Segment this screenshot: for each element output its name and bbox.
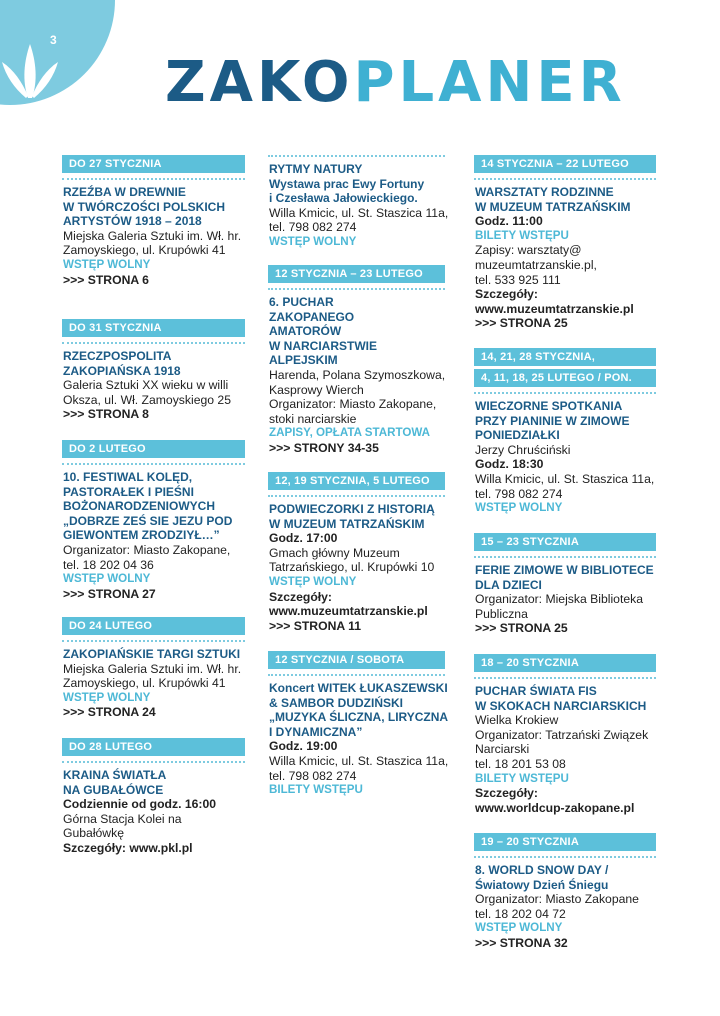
event-detail-line: Oksza, ul. Wł. Zamoyskiego 25	[63, 392, 231, 407]
event-detail-line: Organizator: Miasto Zakopane,	[63, 542, 231, 557]
event-title-line: Wystawa prac Ewy Fortuny	[269, 176, 425, 191]
event-entry	[63, 185, 241, 287]
date-band: 19 – 20 STYCZNIA	[474, 833, 656, 851]
event-detail-line: Organizator: Tatrzański Związek	[475, 727, 649, 742]
date-band: 12 STYCZNIA / SOBOTA	[268, 651, 445, 669]
dotted-divider	[268, 674, 445, 676]
date-band: 12 STYCZNIA – 23 LUTEGO	[268, 265, 445, 283]
event-title-line: W SKOKACH NARCIARSKICH	[475, 698, 647, 713]
event-bold-line: >>> STRONA 8	[63, 407, 149, 422]
event-title-line: NA GUBAŁÓWCE	[63, 782, 164, 797]
dotted-divider	[268, 288, 445, 290]
event-title-line: „MUZYKA ŚLICZNA, LIRYCZNA	[269, 710, 449, 725]
event-title-line: PASTORAŁEK I PIEŚNI	[63, 484, 194, 499]
event-bold-line: Godz. 17:00	[269, 531, 338, 546]
dotted-divider	[62, 342, 245, 344]
event-detail-line: tel. 18 202 04 36	[63, 557, 154, 572]
dotted-divider	[62, 463, 245, 465]
event-title-line: 10. FESTIWAL KOLĘD,	[63, 470, 193, 484]
event-admission-line: WSTĘP WOLNY	[475, 921, 563, 935]
event-entry	[269, 502, 435, 633]
event-admission-line: WSTĘP WOLNY	[475, 501, 563, 515]
event-bold-line: Szczegóły:	[475, 287, 538, 302]
dotted-divider	[268, 155, 445, 157]
event-title-line: ARTYSTÓW 1918 – 2018	[63, 214, 202, 229]
event-entry	[63, 768, 216, 856]
dotted-divider	[474, 178, 656, 180]
event-admission-line: WSTĘP WOLNY	[63, 257, 151, 271]
event-title-line: 6. PUCHAR	[269, 295, 334, 309]
event-title-line: RYTMY NATURY	[269, 162, 363, 176]
event-title-line: Koncert WITEK ŁUKASZEWSKI	[269, 681, 448, 695]
event-detail-line: tel. 798 082 274	[269, 220, 357, 235]
event-bold-line: Codziennie od godz. 16:00	[63, 797, 217, 812]
event-detail-line: Miejska Galeria Sztuki im. Wł. hr.	[63, 661, 242, 676]
event-detail-line: Gmach główny Muzeum	[269, 545, 400, 560]
event-bold-line: Godz. 11:00	[475, 214, 543, 229]
event-title-line: i Czesława Jałowieckiego.	[269, 191, 418, 206]
event-title-line: ZAKOPIAŃSKIE TARGI SZTUKI	[63, 647, 241, 661]
event-title-line: RZEŹBA W DREWNIE	[63, 185, 186, 199]
event-bold-line: www.muzeumtatrzanskie.pl	[269, 604, 428, 619]
event-detail-line: tel. 533 925 111	[475, 272, 561, 287]
event-title-line: ALPEJSKIM	[269, 353, 338, 368]
dotted-divider	[474, 677, 656, 679]
event-detail-line: Zamoyskiego, ul. Krupówki 41	[63, 676, 226, 691]
event-title-line: WARSZTATY RODZINNE	[475, 185, 614, 199]
date-band: DO 2 LUTEGO	[62, 440, 245, 458]
event-detail-line: tel. 798 082 274	[269, 768, 357, 783]
event-detail-line: Publiczna	[475, 606, 528, 621]
event-title-line: & SAMBOR DUDZIŃSKI	[269, 695, 403, 710]
event-bold-line: >>> STRONA 32	[475, 935, 568, 950]
event-admission-line: WSTĘP WOLNY	[63, 572, 151, 586]
dotted-divider	[474, 392, 656, 394]
event-detail-line: Willa Kmicic, ul. St. Staszica 11a,	[475, 471, 655, 486]
event-entry	[63, 349, 231, 422]
page-number: 3	[50, 33, 57, 47]
date-band: DO 28 LUTEGO	[62, 738, 245, 756]
event-title-line: 8. WORLD SNOW DAY /	[475, 863, 609, 877]
logo-part-planer: PLANER	[353, 50, 626, 115]
zakoplaner-logo	[165, 50, 626, 115]
event-title-line: I DYNAMICZNA”	[269, 724, 363, 739]
event-admission-line: BILETY WSTĘPU	[475, 771, 569, 785]
event-bold-line: Szczegóły:	[475, 786, 538, 801]
event-detail-line: Willa Kmicic, ul. St. Staszica 11a,	[269, 205, 449, 220]
event-title-line: ZAKOPIAŃSKA 1918	[63, 363, 181, 378]
event-detail-line: Zapisy: warsztaty@	[475, 243, 582, 258]
event-entry	[269, 681, 448, 798]
date-band: DO 27 STYCZNIA	[62, 155, 245, 173]
event-detail-line: muzeumtatrzanskie.pl,	[475, 257, 597, 272]
event-admission-line: WSTĘP WOLNY	[63, 690, 151, 704]
event-title-line: WIECZORNE SPOTKANIA	[475, 399, 623, 413]
event-detail-line: Gubałówkę	[63, 826, 124, 841]
event-bold-line: >>> STRONA 24	[63, 705, 156, 720]
event-admission-line: ZAPISY, OPŁATA STARTOWA	[269, 426, 431, 440]
event-detail-line: stoki narciarskie	[269, 411, 357, 426]
event-admission-line: WSTĘP WOLNY	[269, 234, 357, 248]
event-detail-line: tel. 18 202 04 72	[475, 906, 566, 921]
event-entry	[63, 470, 232, 601]
logo-part-zako: ZAKO	[165, 50, 354, 115]
event-title-line: DLA DZIECI	[475, 577, 542, 592]
event-entry	[475, 684, 648, 815]
event-bold-line: >>> STRONA 25	[475, 316, 568, 331]
event-entry	[475, 185, 634, 331]
event-detail-line: tel. 18 201 53 08	[475, 756, 566, 771]
event-entry	[63, 647, 241, 720]
event-bold-line: Godz. 18:30	[475, 457, 544, 472]
event-title-line: GIEWONTEM ZRODZIYŁ…”	[63, 528, 220, 543]
event-title-line: FERIE ZIMOWE W BIBLIOTECE	[475, 563, 654, 577]
event-title-line: BOŻONARODZENIOWYCH	[63, 499, 215, 514]
event-entry	[269, 295, 445, 456]
date-band: 12, 19 STYCZNIA, 5 LUTEGO	[268, 472, 445, 490]
date-band: DO 24 LUTEGO	[62, 617, 245, 635]
date-band: DO 31 STYCZNIA	[62, 319, 245, 337]
event-detail-line: Tatrzańskiego, ul. Krupówki 10	[269, 560, 435, 575]
event-title-line: „DOBRZE ZEŚ SIE JEZU POD	[63, 513, 233, 528]
event-title-line: PONIEDZIAŁKI	[475, 428, 560, 443]
event-bold-line: www.muzeumtatrzanskie.pl	[475, 301, 634, 316]
event-detail-line: Kasprowy Wierch	[269, 382, 364, 397]
date-band: 14, 21, 28 STYCZNIA,	[474, 348, 656, 366]
event-entry	[269, 162, 448, 250]
event-detail-line: tel. 798 082 274	[475, 486, 563, 501]
event-admission-line: BILETY WSTĘPU	[475, 228, 569, 242]
event-detail-line: Zamoyskiego, ul. Krupówki 41	[63, 243, 226, 258]
event-admission-line: WSTĘP WOLNY	[269, 574, 357, 588]
event-detail-line: Harenda, Polana Szymoszkowa,	[269, 367, 446, 382]
event-title-line: PODWIECZORKI Z HISTORIĄ	[269, 502, 435, 516]
event-detail-line: Miejska Galeria Sztuki im. Wł. hr.	[63, 228, 242, 243]
event-bold-line: www.worldcup-zakopane.pl	[475, 800, 635, 815]
date-band: 18 – 20 STYCZNIA	[474, 654, 656, 672]
event-detail-line: Narciarski	[475, 742, 530, 757]
dotted-divider	[62, 761, 245, 763]
event-title-line: W NARCIARSTWIE	[269, 338, 377, 353]
event-detail-line: Organizator: Miasto Zakopane,	[269, 397, 437, 412]
event-title-line: RZECZPOSPOLITA	[63, 349, 172, 363]
event-entry	[475, 563, 654, 636]
date-band: 14 STYCZNIA – 22 LUTEGO	[474, 155, 656, 173]
date-band: 15 – 23 STYCZNIA	[474, 533, 656, 551]
event-title-line: Światowy Dzień Śniegu	[475, 877, 609, 892]
event-detail-line: Organizator: Miejska Biblioteka	[475, 592, 643, 607]
event-bold-line: Godz. 19:00	[269, 739, 338, 754]
event-title-line: W MUZEUM TATRZAŃSKIM	[269, 516, 425, 531]
event-detail-line: Górna Stacja Kolei na	[63, 811, 182, 826]
event-title-line: PRZY PIANINIE W ZIMOWE	[475, 413, 630, 428]
event-detail-line: Jerzy Chruściński	[475, 442, 571, 457]
event-bold-line: >>> STRONA 25	[475, 621, 568, 636]
event-detail-line: Organizator: Miasto Zakopane	[475, 892, 639, 907]
event-entry	[475, 399, 654, 516]
event-title-line: ZAKOPANEGO	[269, 309, 355, 324]
event-bold-line: >>> STRONA 11	[269, 618, 362, 633]
event-title-line: AMATORÓW	[269, 324, 342, 339]
event-admission-line: BILETY WSTĘPU	[269, 783, 363, 797]
event-detail-line: Willa Kmicic, ul. St. Staszica 11a,	[269, 753, 449, 768]
event-bold-line: >>> STRONA 6	[63, 272, 149, 287]
event-detail-line: Galeria Sztuki XX wieku w willi	[63, 378, 229, 393]
event-bold-line: >>> STRONA 27	[63, 586, 156, 601]
event-detail-line: Wielka Krokiew	[475, 713, 559, 728]
event-entry	[475, 863, 639, 951]
dotted-divider	[474, 556, 656, 558]
event-bold-line: Szczegóły: www.pkl.pl	[63, 840, 193, 855]
event-bold-line: >>> STRONY 34-35	[269, 440, 379, 455]
dotted-divider	[62, 640, 245, 642]
dotted-divider	[474, 856, 656, 858]
event-title-line: PUCHAR ŚWIATA FIS	[475, 684, 597, 698]
dotted-divider	[268, 495, 445, 497]
event-title-line: KRAINA ŚWIATŁA	[63, 768, 167, 782]
dotted-divider	[62, 178, 245, 180]
event-bold-line: Szczegóły:	[269, 589, 332, 604]
event-title-line: W TWÓRCZOŚCI POLSKICH	[63, 199, 225, 214]
date-band: 4, 11, 18, 25 LUTEGO / PON.	[474, 369, 656, 387]
event-title-line: W MUZEUM TATRZAŃSKIM	[475, 199, 631, 214]
